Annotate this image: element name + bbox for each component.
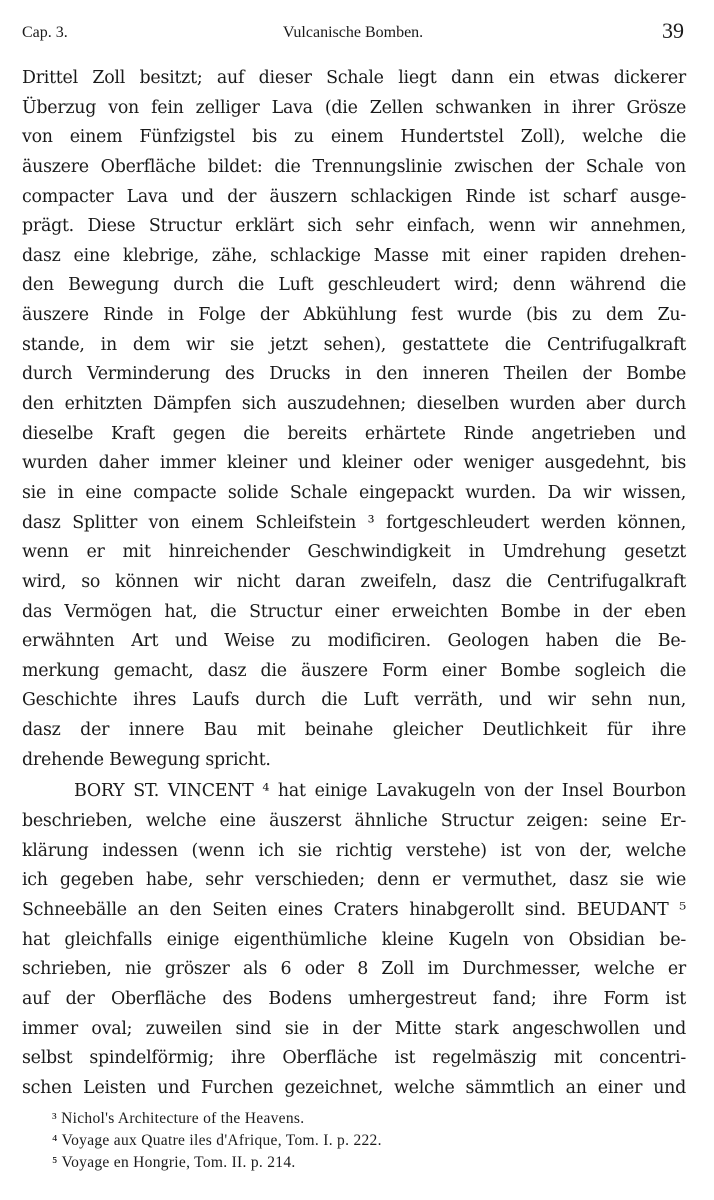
text-line: auf der Oberfläche des Bodens umhergestreut fand; ihre Form ist (22, 988, 686, 1009)
chapter-label: Cap. 3. (22, 24, 68, 41)
text-line: erwähnten Art und Weise zu modificiren. Geologen haben die Be- (22, 631, 686, 652)
text-line: das Vermögen hat, die Structur einer erweichten Bombe in der eben (22, 601, 686, 622)
page-number: 39 (662, 18, 684, 43)
text-line: dieselbe Kraft gegen die bereits erhärtete Rinde angetrieben und (22, 423, 686, 444)
text-line: durch Verminderung des Drucks in den inneren Theilen der Bombe (22, 364, 686, 385)
text-line: beschrieben, welche eine äuszerst ähnliche Structur zeigen: seine Er- (22, 811, 686, 832)
text-line: prägt. Diese Structur erklärt sich sehr einfach, wenn wir annehmen, (22, 216, 686, 237)
running-title: Vulcanische Bomben. (282, 24, 424, 41)
text-line: Überzug von fein zelliger Lava (die Zellen schwanken in ihrer Grösze (22, 97, 686, 118)
text-line: Geschichte ihres Laufs durch die Luft verräth, und wir sehn nun, (22, 690, 686, 711)
footnote-3: ³ Nichol's Architecture of the Heavens. (52, 1110, 305, 1127)
text-line: schen Leisten und Furchen gezeichnet, welche sämmtlich an einer und (22, 1077, 686, 1098)
text-line: dasz Splitter von einem Schleifstein ³ fortgeschleudert werden können, (22, 512, 686, 533)
text-line: stande, in dem wir sie jetzt sehen), gestattete die Centrifugalkraft (22, 334, 686, 355)
text-line: ich gegeben habe, sehr verschieden; denn er vermuthet, dasz sie wie (22, 870, 686, 891)
text-line: Schneebälle an den Seiten eines Craters hinabgerollt sind. BEUDANT ⁵ (22, 899, 686, 920)
footnotes (22, 1108, 686, 1174)
running-head (22, 16, 684, 50)
text-line: wurden daher immer kleiner und kleiner oder weniger ausgedehnt, bis (22, 453, 686, 474)
text-line: Drittel Zoll besitzt; auf dieser Schale liegt dann ein etwas dickerer (22, 68, 686, 88)
text-line: dasz der innere Bau mit beinahe gleicher Deutlichkeit für ihre (22, 720, 686, 741)
footnote-5: ⁵ Voyage en Hongrie, Tom. II. p. 214. (52, 1154, 296, 1171)
text-line: äuszere Oberfläche bildet: die Trennungslinie zwischen der Schale von (22, 156, 686, 177)
text-line: von einem Fünfzigstel bis zu einem Hundertstel Zoll), welche die (22, 127, 686, 148)
text-line: dasz eine klebrige, zähe, schlackige Masse mit einer rapiden drehen- (22, 245, 686, 266)
text-line: BORY ST. VINCENT ⁴ hat einige Lavakugeln von der Insel Bourbon (74, 781, 686, 802)
text-line: wenn er mit hinreichender Geschwindigkeit in Umdrehung gesetzt (22, 542, 686, 563)
text-line: sie in eine compacte solide Schale eingepackt wurden. Da wir wissen, (22, 482, 686, 503)
text-line: drehende Bewegung spricht. (22, 749, 271, 770)
text-line: den erhitzten Dämpfen sich auszudehnen; dieselben wurden aber durch (22, 394, 686, 415)
paragraph-1 (22, 64, 686, 775)
text-line: schrieben, nie gröszer als 6 oder 8 Zoll im Durchmesser, welche er (22, 959, 686, 980)
text-line: den Bewegung durch die Luft geschleudert wird; denn während die (22, 275, 686, 296)
paragraph-2 (22, 777, 686, 1103)
text-line: hat gleichfalls einige eigenthümliche kleine Kugeln von Obsidian be- (22, 929, 686, 950)
text-line: äuszere Rinde in Folge der Abkühlung fest wurde (bis zu dem Zu- (22, 305, 686, 326)
text-line: wird, so können wir nicht daran zweifeln, dasz die Centrifugalkraft (22, 571, 686, 592)
text-line: immer oval; zuweilen sind sie in der Mitte stark angeschwollen und (22, 1018, 686, 1039)
text-line: merkung gemacht, dasz die äuszere Form einer Bombe sogleich die (22, 660, 686, 681)
text-line: compacter Lava und der äuszern schlackigen Rinde ist scharf ausge- (22, 186, 686, 207)
body-text (22, 64, 686, 1103)
text-line: klärung indessen (wenn ich sie richtig verstehe) ist von der, welche (22, 840, 686, 861)
footnote-4: ⁴ Voyage aux Quatre iles d'Afrique, Tom. I. p. 222. (52, 1132, 382, 1149)
text-line: selbst spindelförmig; ihre Oberfläche ist regelmäszig mit concentri- (22, 1048, 686, 1069)
